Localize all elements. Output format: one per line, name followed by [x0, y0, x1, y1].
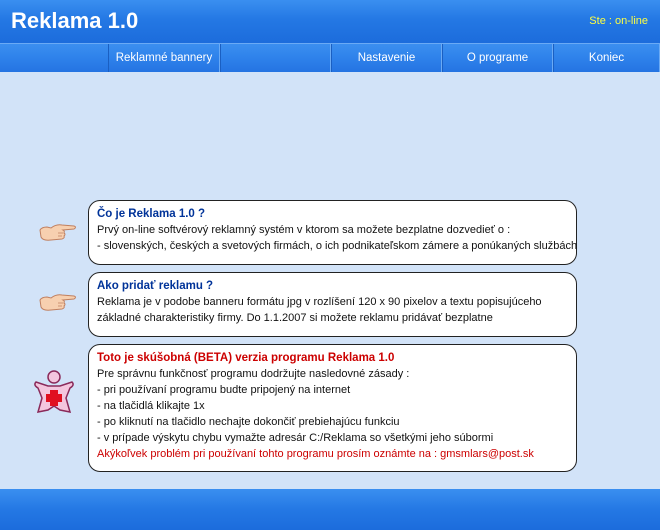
card-line: - slovenských, českých a svetových firmách, o ich podnikateľskom zámere a ponúkaných službách	[97, 240, 578, 252]
help-first-aid-icon	[30, 368, 78, 416]
card-line: - pri používaní programu budte pripojený na internet	[97, 384, 351, 396]
card-line: - na tlačidlá klikajte 1x	[97, 400, 205, 412]
app-title: Reklama 1.0	[11, 8, 139, 33]
card-line: - po kliknutí na tlačidlo nechajte dokončiť prebiehajúcu funkciu	[97, 416, 400, 428]
card-line: - v prípade výskytu chybu vymažte adresár C:/Reklama so všetkými jeho súbormi	[97, 432, 494, 444]
card-heading: Čo je Reklama 1.0 ?	[97, 208, 206, 220]
menu-koniec[interactable]: Koniec	[553, 44, 660, 72]
contact-email-text: Akýkoľvek problém pri používaní tohto programu prosím oznámte na : gmsmlars@post.sk	[97, 448, 534, 460]
pointing-hand-icon	[38, 292, 78, 314]
menu-bar	[0, 43, 660, 72]
title-bar	[0, 0, 660, 43]
card-line: Prvý on-line softvérový reklamný systém v ktorom sa možete bezplatne dozvedieť o :	[97, 224, 511, 236]
info-card-beta-notice	[88, 344, 577, 472]
footer-bar	[0, 489, 660, 530]
card-line: Reklama je v podobe banneru formátu jpg v rozlíšení 120 x 90 pixelov a textu popisujúceho	[97, 296, 542, 308]
card-heading: Ako pridať reklamu ?	[97, 280, 214, 292]
card-heading: Toto je skúšobná (BETA) verzia programu Reklama 1.0	[97, 352, 395, 364]
info-card-how-to-add	[88, 272, 577, 337]
info-card-what-is	[88, 200, 577, 265]
card-line: základné charakteristiky firmy. Do 1.1.2007 si možete reklamu pridávať bezplatne	[97, 312, 493, 324]
menu-o-programe[interactable]: O programe	[442, 44, 553, 72]
online-status: Ste : on-line	[589, 15, 648, 27]
card-line: Pre správnu funkčnosť programu dodržujte nasledovné zásady :	[97, 368, 410, 380]
menu-nastavenie[interactable]: Nastavenie	[331, 44, 442, 72]
menu-empty-1[interactable]	[220, 44, 331, 72]
pointing-hand-icon	[38, 222, 78, 244]
menu-reklamne-bannery[interactable]: Reklamné bannery	[108, 44, 220, 72]
